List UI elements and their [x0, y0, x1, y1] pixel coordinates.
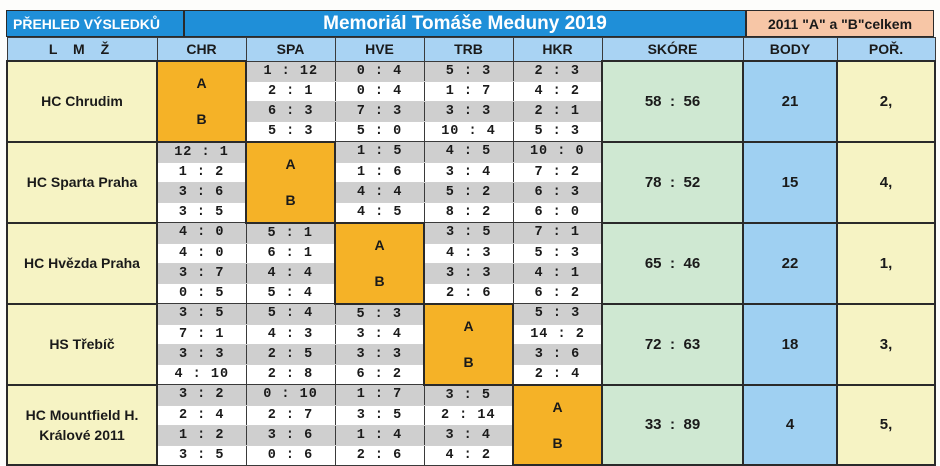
- rank-value: 4,: [837, 142, 935, 223]
- match-result: 3 : 4: [424, 425, 513, 445]
- goals-against: 63: [683, 335, 701, 353]
- goals-against: 46: [683, 254, 701, 272]
- group-b-label: B: [374, 273, 385, 289]
- match-result: 3 : 2: [157, 385, 246, 406]
- tournament-title: Memoriál Tomáše Meduny 2019: [184, 10, 746, 37]
- group-a-label: A: [552, 398, 563, 415]
- match-result: 1 : 7: [424, 81, 513, 101]
- goals-against: 52: [683, 173, 701, 191]
- match-result: 5 : 3: [335, 304, 424, 325]
- match-result: 7 : 3: [335, 101, 424, 121]
- match-result: 0 : 4: [335, 61, 424, 81]
- own-team-cell: [157, 61, 246, 142]
- group-b-label: B: [196, 111, 207, 128]
- match-result: 6 : 1: [246, 243, 335, 263]
- team-name: HC Sparta Praha: [7, 142, 157, 223]
- match-result: 3 : 5: [424, 385, 513, 406]
- total-score: [602, 142, 743, 223]
- match-result: 2 : 4: [513, 364, 602, 385]
- team-name: HC Chrudim: [7, 61, 157, 142]
- category-label: 2011 "A" a "B"celkem: [746, 10, 934, 37]
- match-result: 0 : 4: [335, 81, 424, 101]
- score-separator: :: [670, 416, 675, 434]
- opponent-column-header: TRB: [424, 38, 513, 62]
- goals-against: 89: [683, 416, 701, 434]
- ab-stack: [158, 65, 245, 137]
- score-separator: :: [670, 173, 675, 191]
- group-b-label: B: [552, 434, 563, 451]
- match-result: 6 : 0: [513, 202, 602, 223]
- group-a-label: A: [285, 156, 296, 172]
- match-result: 2 : 7: [246, 405, 335, 425]
- match-result: 4 : 2: [424, 445, 513, 465]
- match-result: 3 : 3: [335, 344, 424, 364]
- match-result: 4 : 5: [424, 142, 513, 163]
- own-team-cell: [335, 223, 424, 304]
- match-result: 2 : 1: [513, 101, 602, 121]
- group-b-label: B: [463, 354, 474, 370]
- score-separator: :: [670, 92, 675, 110]
- match-result: 2 : 1: [246, 81, 335, 101]
- match-result: 5 : 2: [424, 182, 513, 202]
- ab-stack: [425, 308, 512, 380]
- total-score: [602, 385, 743, 466]
- match-result: 6 : 3: [513, 182, 602, 202]
- match-result: 7 : 1: [513, 223, 602, 244]
- opponent-column-header: CHR: [157, 38, 246, 62]
- ab-stack: [247, 146, 334, 218]
- group-a-label: A: [196, 75, 207, 92]
- match-result: 6 : 3: [246, 101, 335, 121]
- own-team-cell: [246, 142, 335, 223]
- rank-value: 5,: [837, 385, 935, 466]
- team-name: HC Hvězda Praha: [7, 223, 157, 304]
- team-result-row: [7, 304, 935, 325]
- goals-for: 72: [644, 335, 662, 353]
- score-separator: :: [670, 254, 675, 272]
- match-result: 4 : 4: [335, 182, 424, 202]
- match-result: 4 : 1: [513, 263, 602, 283]
- match-result: 2 : 6: [335, 445, 424, 465]
- goals-for: 33: [644, 416, 662, 434]
- total-score: [602, 304, 743, 385]
- match-result: 3 : 5: [157, 304, 246, 325]
- results-table: [6, 37, 936, 466]
- rank-column-header: POŘ.: [837, 38, 935, 62]
- match-result: 4 : 3: [246, 324, 335, 344]
- match-result: 5 : 3: [513, 304, 602, 325]
- total-score: [602, 223, 743, 304]
- match-result: 5 : 3: [246, 121, 335, 142]
- match-result: 0 : 5: [157, 283, 246, 304]
- goals-for: 58: [644, 92, 662, 110]
- match-result: 1 : 12: [246, 61, 335, 81]
- match-result: 6 : 2: [335, 364, 424, 385]
- group-a-label: A: [463, 318, 474, 334]
- match-result: 5 : 3: [513, 243, 602, 263]
- match-result: 4 : 2: [513, 81, 602, 101]
- match-result: 4 : 4: [246, 263, 335, 283]
- team-result-row: [7, 61, 935, 81]
- match-result: 2 : 14: [424, 405, 513, 425]
- opponent-column-header: HVE: [335, 38, 424, 62]
- match-result: 4 : 10: [157, 364, 246, 385]
- goals-for: 78: [644, 173, 662, 191]
- match-result: 4 : 3: [424, 243, 513, 263]
- team-result-row: [7, 142, 935, 163]
- match-result: 4 : 0: [157, 223, 246, 244]
- match-result: 5 : 3: [424, 61, 513, 81]
- match-result: 3 : 6: [513, 344, 602, 364]
- team-name: HS Třebíč: [7, 304, 157, 385]
- match-result: 6 : 2: [513, 283, 602, 304]
- match-result: 7 : 2: [513, 162, 602, 182]
- opponent-column-header: SPA: [246, 38, 335, 62]
- match-result: 5 : 4: [246, 304, 335, 325]
- match-result: 3 : 5: [157, 202, 246, 223]
- match-result: 12 : 1: [157, 142, 246, 163]
- team-column-header: L M Ž: [7, 38, 157, 62]
- match-result: 3 : 7: [157, 263, 246, 283]
- match-result: 5 : 0: [335, 121, 424, 142]
- match-result: 3 : 4: [335, 324, 424, 344]
- match-result: 3 : 3: [424, 263, 513, 283]
- points-value: 4: [743, 385, 837, 466]
- match-result: 8 : 2: [424, 202, 513, 223]
- match-result: 3 : 5: [424, 223, 513, 244]
- goals-for: 65: [644, 254, 662, 272]
- match-result: 1 : 5: [335, 142, 424, 163]
- match-result: 14 : 2: [513, 324, 602, 344]
- match-result: 3 : 6: [157, 182, 246, 202]
- match-result: 5 : 3: [513, 121, 602, 142]
- team-result-row: [7, 223, 935, 244]
- match-result: 5 : 4: [246, 283, 335, 304]
- rank-value: 2,: [837, 61, 935, 142]
- match-result: 3 : 4: [424, 162, 513, 182]
- match-result: 4 : 5: [335, 202, 424, 223]
- match-result: 1 : 2: [157, 162, 246, 182]
- match-result: 1 : 2: [157, 425, 246, 445]
- score-column-header: SKÓRE: [602, 38, 743, 62]
- match-result: 3 : 5: [157, 445, 246, 465]
- match-result: 3 : 3: [424, 101, 513, 121]
- match-result: 5 : 1: [246, 223, 335, 244]
- match-result: 2 : 8: [246, 364, 335, 385]
- group-a-label: A: [374, 237, 385, 253]
- match-result: 7 : 1: [157, 324, 246, 344]
- own-team-cell: [424, 304, 513, 385]
- match-result: 1 : 6: [335, 162, 424, 182]
- points-value: 18: [743, 304, 837, 385]
- team-name: HC Mountfield H. Králové 2011: [7, 385, 157, 466]
- opponent-column-header: HKR: [513, 38, 602, 62]
- match-result: 4 : 0: [157, 243, 246, 263]
- points-column-header: BODY: [743, 38, 837, 62]
- rank-value: 3,: [837, 304, 935, 385]
- match-result: 2 : 6: [424, 283, 513, 304]
- ab-stack: [514, 389, 601, 461]
- rank-value: 1,: [837, 223, 935, 304]
- results-overview-label: PŘEHLED VÝSLEDKŮ: [6, 10, 184, 37]
- points-value: 21: [743, 61, 837, 142]
- goals-against: 56: [683, 92, 701, 110]
- match-result: 3 : 5: [335, 405, 424, 425]
- ab-stack: [336, 227, 423, 299]
- match-result: 2 : 4: [157, 405, 246, 425]
- score-separator: :: [670, 335, 675, 353]
- total-score: [602, 61, 743, 142]
- match-result: 0 : 6: [246, 445, 335, 465]
- points-value: 15: [743, 142, 837, 223]
- match-result: 10 : 4: [424, 121, 513, 142]
- table-header-row: [7, 38, 935, 62]
- match-result: 2 : 3: [513, 61, 602, 81]
- match-result: 2 : 5: [246, 344, 335, 364]
- match-result: 10 : 0: [513, 142, 602, 163]
- own-team-cell: [513, 385, 602, 466]
- match-result: 0 : 10: [246, 385, 335, 406]
- points-value: 22: [743, 223, 837, 304]
- group-b-label: B: [285, 192, 296, 208]
- team-result-row: [7, 385, 935, 406]
- match-result: 1 : 4: [335, 425, 424, 445]
- match-result: 1 : 7: [335, 385, 424, 406]
- match-result: 3 : 6: [246, 425, 335, 445]
- match-result: 3 : 3: [157, 344, 246, 364]
